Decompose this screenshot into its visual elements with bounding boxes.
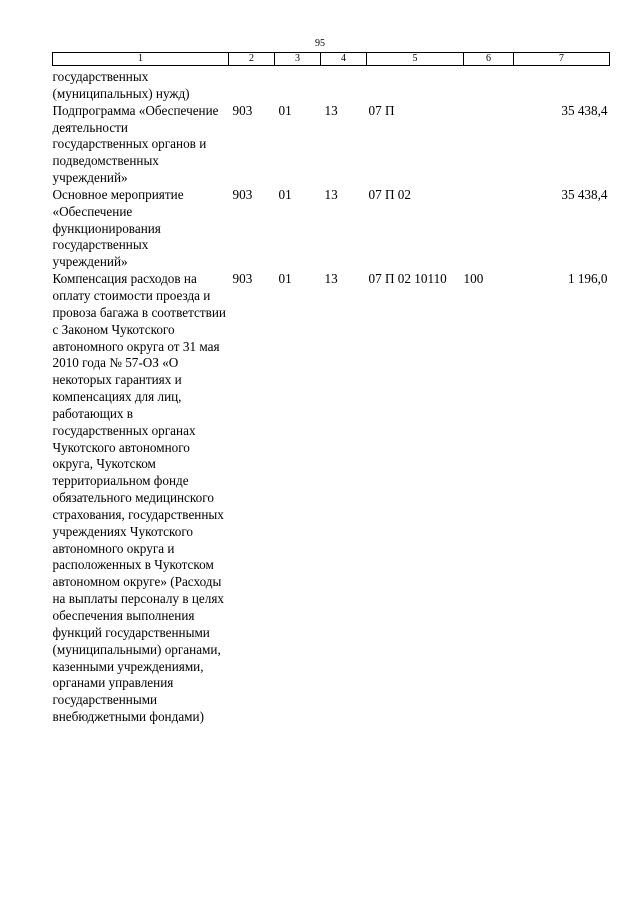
table-header: [53, 53, 610, 66]
row-subsection-code: 13: [324, 102, 338, 118]
row-name: Компенсация расходов на оплату стоимости проезда и провоза багажа в соответствии с Законом Чукотского автономного округа от 31 мая 2010 года № 57-ОЗ «О некоторых гарантиях и компенсациях для лиц, работающих в государственных органах Чукотского автономного округа, Чукотском территориальном фонде обязательного медицинского страхования, государственных учреждениях Чукотского автономного округа и расположенных в Чукотском автономном округе» (Расходы на выплаты персоналу в целях обеспечения выполнения функций государственными (муниципальными) органами, казенными учреждениями, органами управления государственными внебюджетными фондами): [52, 271, 226, 725]
row-expense-type: [464, 66, 514, 103]
row-ministry-code: 903: [232, 186, 253, 202]
header-row: [53, 53, 610, 66]
row-ministry-code: [229, 66, 275, 103]
row-section-code: 01: [278, 186, 292, 202]
row-target-article: [367, 66, 464, 103]
row-amount: 35 438,4: [561, 186, 608, 202]
row-target-article: 07 П 02: [368, 186, 411, 202]
header-col-5: 5: [367, 53, 464, 66]
table-row: [53, 187, 610, 271]
row-name: государственных (муниципальных) нужд): [52, 69, 190, 101]
header-col-6: 6: [464, 53, 514, 66]
row-expense-type: [464, 187, 514, 271]
row-name: Подпрограмма «Обеспечение деятельности государственных органов и подведомственных учреждений»: [52, 102, 219, 186]
row-subsection-code: [321, 66, 367, 103]
row-subsection-code: 13: [324, 186, 338, 202]
budget-table: [52, 52, 610, 726]
row-amount: [514, 66, 610, 103]
table-row: [53, 271, 610, 726]
header-col-4: 4: [321, 53, 367, 66]
table-row: [53, 66, 610, 103]
page-number: 95: [315, 38, 325, 49]
row-section-code: [275, 66, 321, 103]
row-section-code: 01: [278, 271, 292, 287]
row-name: Основное мероприятие «Обеспечение функционирования государственных учреждений»: [52, 186, 184, 270]
row-expense-type: [464, 103, 514, 187]
table-row: [53, 103, 610, 187]
row-amount: 1 196,0: [567, 271, 608, 287]
row-expense-type: 100: [463, 271, 484, 287]
row-amount: 35 438,4: [561, 102, 608, 118]
row-target-article: 07 П: [368, 102, 395, 118]
header-col-7: 7: [514, 53, 610, 66]
row-ministry-code: 903: [232, 271, 253, 287]
row-target-article: 07 П 02 10110: [368, 271, 447, 287]
header-col-3: 3: [275, 53, 321, 66]
header-col-2: 2: [229, 53, 275, 66]
row-section-code: 01: [278, 102, 292, 118]
row-ministry-code: 903: [232, 102, 253, 118]
header-col-1: 1: [53, 53, 229, 66]
row-subsection-code: 13: [324, 271, 338, 287]
table-body: [53, 66, 610, 726]
